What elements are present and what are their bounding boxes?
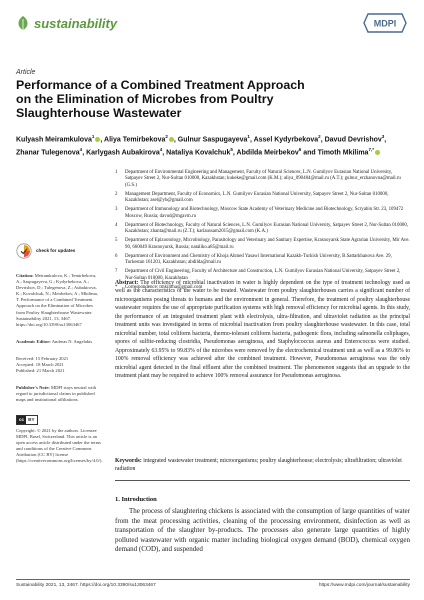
mdpi-logo: [362, 12, 408, 34]
editor-label: Academic Editor:: [16, 338, 51, 344]
affiliation-item: [115, 238, 410, 251]
author-separator: ,: [173, 136, 178, 144]
affiliation-item: [115, 170, 410, 189]
author-name: Kulyash Meiramkulova: [16, 136, 92, 144]
affiliation-text: Department of Immunology and Biotechnology, Moscow State Academy of Veterinary Medicine and Biotechnology, Scryabin Str. 23, 109472 Moscow, Russia; davud@mgavm.ru: [125, 207, 404, 219]
author-separator: ,: [82, 149, 87, 157]
article-title: Performance of a Combined Treatment Approach on the Elimination of Microbes from Poultry Slaughterhouse Wastewater: [16, 78, 305, 120]
citation-text: Meiramkulova, K.; Temirbekova, A.; Saspugayeva, G.; Kydyrbekova, A.; Devrishov, D.; Tulegenova, Z.; Aubakirova, K.; Kovalchuk, N.; Meirbekov, A.; Mkilima, T. Performance of a Combined Treatment Approach on the Elimination of Microbes from Poultry Slaughterhouse Wastewater. Sustainability 2021, 13, 3467. https://doi.org/10.3390/su13063467: [16, 273, 98, 327]
author-affiliation-marker: 1: [91, 134, 95, 139]
author-affiliation-marker: 2: [165, 134, 168, 139]
journal-logo: [16, 12, 166, 34]
published-date: Published: 21 March 2021: [16, 368, 65, 374]
check-for-updates-badge[interactable]: [16, 243, 102, 259]
cc-label: cc: [17, 416, 26, 424]
cc-by-license-badge[interactable]: [16, 415, 38, 425]
author-affiliation-marker: 4: [79, 147, 83, 153]
author-name: Karlygash Aubakirova: [86, 149, 160, 157]
affiliation-number: 7: [115, 269, 118, 275]
orcid-icon[interactable]: [375, 150, 380, 155]
citation-block: [16, 273, 102, 328]
dates-block: [16, 356, 102, 374]
affiliation-item: [115, 223, 410, 236]
author-separator: ,: [320, 136, 325, 144]
publisher-note: [16, 385, 102, 403]
article-info-sidebar: [16, 243, 102, 475]
abstract-label: Abstract:: [115, 280, 139, 286]
article-type: Article: [16, 69, 36, 76]
author-separator: ,: [162, 149, 167, 157]
affiliation-number: 3: [115, 207, 118, 213]
by-label: BY: [28, 416, 35, 422]
accepted-date: Accepted: 18 March 2021: [16, 362, 64, 368]
editor-name: Andreas N. Angelakis: [51, 338, 93, 344]
affiliation-item: [115, 207, 410, 220]
affiliation-number: 1: [115, 170, 118, 175]
page-footer: [16, 579, 410, 588]
author-affiliation-marker: 2: [318, 134, 321, 139]
author-name: Aliya Temirbekova: [104, 136, 166, 144]
abstract: [115, 279, 410, 380]
author-affiliation-marker: 6: [298, 147, 302, 153]
author-name: Abdilda Meirbekov: [236, 149, 299, 157]
academic-editor: [16, 339, 102, 345]
affiliation-item: [115, 192, 410, 205]
check-for-updates-icon: [16, 243, 32, 259]
affiliation-text: Department of Biotechnology, Faculty of Natural Sciences, L.N. Gumilyov Eurasian National University, Satpayev Street 2, Nur-Sultan 010000, Kazakhstan; zhanta@mail.ru (Z.T.); karlaussam2015@gmail.com (K.A.): [125, 222, 408, 235]
author-affiliation-marker: 1: [247, 134, 250, 139]
check-for-updates-label: check for updates: [36, 248, 76, 254]
footer-citation[interactable]: Sustainability 2021, 13, 3467. https://doi.org/10.3390/su13063467: [16, 583, 156, 588]
citation-label: Citation:: [16, 273, 34, 278]
received-date: Received: 15 February 2021: [16, 355, 69, 361]
author-affiliation-marker: 7,*: [368, 147, 374, 153]
footer-journal-url[interactable]: https://www.mdpi.com/journal/sustainability: [318, 583, 410, 588]
author-separator: and: [301, 149, 318, 157]
affiliation-number: 6: [115, 253, 118, 259]
affiliation-number: *: [115, 284, 118, 290]
affiliation-text: Department of Civil Engineering, Faculty of Architecture and Construction, L.N. Gumilyov Eurasian National University, Satpayev Street 2, Nur-Sultan 010000, Kazakhstan: [125, 269, 401, 281]
author-separator: ,: [249, 136, 254, 144]
affiliation-text: Department of Environment and Chemistry of Khoja Ahmed Yasawi International Kazakh-Turkish University, B.Sattarkhanova Ave. 29, Turkestan 161201, Kazakhstan; abdilda@mail.ru: [125, 253, 392, 266]
publisher-note-label: Publisher's Note:: [16, 385, 50, 391]
author-name: Zhanar Tulegenova: [16, 149, 80, 157]
keywords-text: integrated wastewater treatment; microorganisms; poultry slaughterhouse; electrolysis; ultrafiltration; ultraviolet radiation: [115, 458, 402, 473]
keywords: [115, 457, 410, 474]
author-affiliation-marker: 5: [230, 147, 233, 153]
journal-name: sustainability: [34, 15, 118, 31]
author-name: Timoth Mkilima: [317, 149, 369, 157]
copyright-text: Copyright: © 2021 by the authors. Licensee MDPI, Basel, Switzerland. This article is an open access article distributed under the terms and conditions of the Creative Commons Attribution (CC BY) license (https://creativecommons.org/licenses/by/4.0/).: [16, 427, 103, 464]
affiliation-text: Department of Environmental Engineering and Management, Faculty of Natural Sciences, L.N. Gumilyov Eurasian National University, Satpayev Street 2, Nur-Sultan 010000, Kazakhstan; kukeke@gmail.com (K.M.); aliya_090484@mail.ru (A.T.); gulnur_erzhanovna@mail.ru (G.S.): [125, 170, 401, 188]
author-name: Davud Devrishov: [324, 136, 382, 144]
affiliation-number: 2: [115, 191, 118, 197]
section-heading-introduction: 1. Introduction: [115, 496, 157, 503]
leaf-icon: [16, 15, 30, 31]
author-separator: ,: [232, 149, 237, 157]
author-separator: ,: [384, 136, 387, 144]
author-name: Gulnur Saspugayeva: [177, 136, 248, 144]
affiliation-text: Management Department, Faculty of Economics, L.N. Gumilyov Eurasian National University, Satpayev Street 2, Nur-Sultan 010000, Kazakhstan; asel@yb@gmail.com: [125, 191, 389, 204]
author-name: Nataliya Kovalchuk: [166, 149, 231, 157]
author-affiliation-marker: 4: [159, 147, 163, 153]
affiliation-number: 5: [115, 238, 118, 244]
author-separator: ,: [100, 136, 105, 144]
publisher-name: MDPI: [373, 18, 397, 29]
affiliation-item: [115, 254, 410, 267]
affiliation-number: 4: [115, 222, 118, 228]
abstract-text: The efficiency of microbial inactivation in water is highly dependent on the type of treatment technology used as well as the characteristics of the water to be treated. Wastewater from poultry slaughterhouses carries a significant number of microorganisms posing threats to humans and the environment in general. Therefore, the treatment of poultry slaughterhouse wastewater requires the use of appropriate purification systems with high removal efficiency for microbial agents. In this study, the performance of an integrated treatment plant with electrolysis, ultra-filtration, and ultraviolet radiation as the principal treatment units was investigated in terms of microbial inactivation from poultry slaughterhouse wastewater. In this case, total microbial number, total coliform bacteria, thermo-tolerant coliform bacteria, pathogenic flora, including salmonella coliphages, spores of sulfite-reducing clostridia, Pseudomonas aeruginosa, and Staphylococcus aureus and Enterococcus were studied. Approximately 63.95% to 99.83% of the microbes were removed by the electrochemical treatment unit as well as a 99.86% to 100% removal efficiency was achieved after the combined treatment. However, Pseudomonas aeruginosa was the only microbial agent detected in the final effluent after the combined treatment. The phenomenon suggests that an upgrade to the treatment plant may be required to achieve 100% removal assurance for Pseudomonas aeruginosa.: [115, 280, 410, 379]
keywords-label: Keywords:: [115, 458, 142, 464]
author-name: Assel Kydyrbekova: [253, 136, 319, 144]
section-divider: [115, 480, 410, 481]
affiliation-text: Correspondence: tmkilima@gmail.com: [125, 284, 203, 290]
introduction-paragraph: The process of slaughtering chickens is associated with the consumption of large quantities of water from the meat processing activities, cleaning of the processing environment, disinfection as well as transportation of the slaughter by-products. The processes also generate large quantities of highly polluted wastewater with organic matter including biological oxygen demand (BOD), chemical oxygen demand (COD), and suspended: [115, 507, 410, 554]
author-affiliation-marker: 3: [381, 134, 385, 139]
affiliation-text: Department of Epizootology, Microbiology, Parasitology and Veterinary and Sanitary Expertise, Krasnoyarsk State Agrarian University, Mir Ave. 90, 660049 Krasnoyarsk, Russia; nataliko.a85@mail.ru: [125, 238, 410, 250]
publisher-note-text: MDPI stays neutral with regard to jurisdictional claims in published maps and institutional affiliations.: [16, 385, 97, 403]
author-list: [16, 132, 411, 159]
affiliation-list: [115, 170, 410, 294]
